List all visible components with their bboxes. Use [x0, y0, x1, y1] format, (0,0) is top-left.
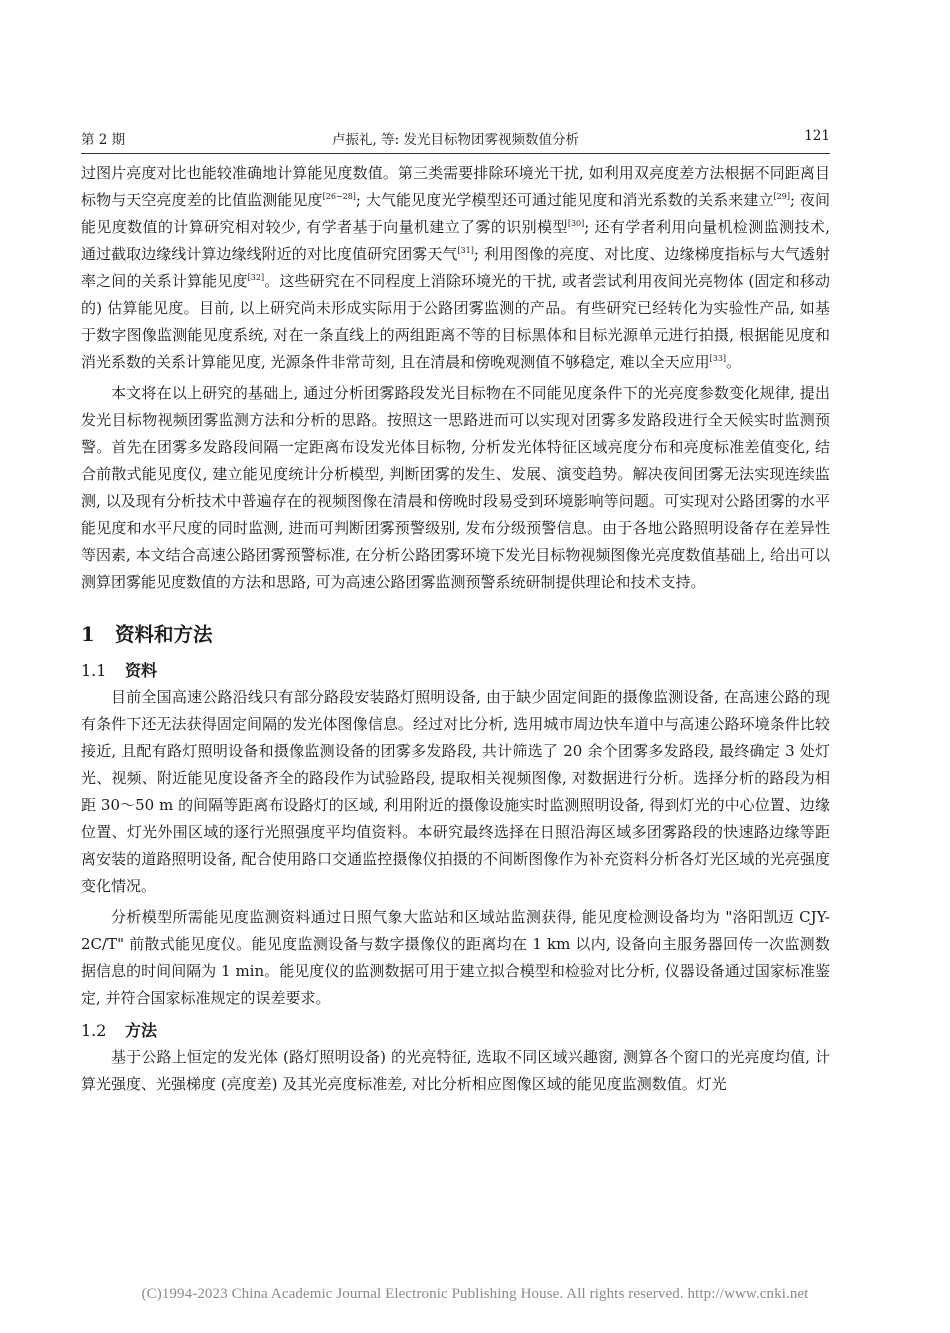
citation: [29] — [773, 192, 790, 201]
intro-paragraph-1: 过图片亮度对比也能较准确地计算能见度数值。第三类需要排除环境光干扰, 如利用双亮度差方法根据不同距离目标物与天空亮度差的比值监测能见度[26−28]; 大气能见度光学模型还可通过能见度和消光系数的关系来建立[29]; 夜间能见度数值的计算研究相对较少, 有学者基于向量机建立了雾的识别模型[30]; 还有学者利用向量机检测监测技术, 通过截取边缘线计算边缘线附近的对比度值研究团雾天气[31]; 利用图像的亮度、对比度、边缘梯度指标与大气透射率之间的关系计算能见度[32]。这些研究在不同程度上消除环境光的干扰, 或者尝试利用夜间光亮物体 (固定和移动的) 估算能见度。目前, 以上研究尚未形成实际用于公路团雾监测的产品。有些研究已经转化为实验性产品, 如基于数字图像监测能见度系统, 对在一条直线上的两组距离不等的目标黑体和目标光源单元进行拍摄, 根据能见度和消光系数的关系计算能见度, 光源条件非常苛刻, 且在清晨和傍晚观测值不够稳定, 难以全天应用[33]。 — [81, 164, 831, 371]
subsection-number: 1.2 — [81, 1021, 107, 1040]
citation: [31] — [457, 246, 474, 255]
subsection-heading — [81, 1018, 830, 1044]
running-header — [81, 128, 830, 152]
subsection-number: 1.1 — [81, 661, 107, 680]
section-title: 资料和方法 — [115, 623, 213, 646]
citation: [26−28] — [322, 192, 356, 201]
subsection-title: 资料 — [125, 661, 158, 680]
citation: [30] — [567, 219, 585, 228]
data-paragraph-2: 分析模型所需能见度监测资料通过日照气象大监站和区域站监测获得, 能见度检测设备均为 "洛阳凯迈 CJY-2C/T" 前散式能见度仪。能见度监测设备与数字摄像仪的距离均在 1 km 以内, 设备向主服务器回传一次监测数据信息的时间间隔为 1 min。能见度仪的监测数据可用于建立拟合模型和检验对比分析, 仪器设备通过国家标准鉴定, 并符合国家标准规定的误差要求。 — [81, 908, 830, 1007]
page-number: 121 — [804, 128, 830, 144]
data-paragraph-1: 目前全国高速公路沿线只有部分路段安装路灯照明设备, 由于缺少固定间距的摄像监测设备, 在高速公路的现有条件下还无法获得固定间隔的发光体图像信息。经过对比分析, 选用城市周边快车道中与高速公路环境条件比较接近, 且配有路灯照明设备和摄像监测设备的团雾多发路段, 共计筛选了 20 余个团雾多发路段, 最终确定 3 处灯光、视频、附近能见度设备齐全的路段作为试验路段, 提取相关视频图像, 对数据进行分析。选择分析的路段为相距 30～50 m 的间隔等距离布设路灯的区域, 利用附近的摄像设施实时监测照明设备, 得到灯光的中心位置、边缘位置、灯光外围区域的逐行光照强度平均值资料。本研究最终选择在日照沿海区域多团雾路段的快速路边缘等距离安装的道路照明设备, 配合使用路口交通监控摄像仪拍摄的不间断图像作为补充资料分析各灯光区域的光亮强度变化情况。 — [81, 688, 830, 895]
citation: [33] — [709, 354, 727, 363]
section-heading — [81, 620, 830, 650]
running-title: 卢振礼, 等: 发光目标物团雾视频数值分析 — [332, 132, 579, 148]
intro-paragraph-2: 本文将在以上研究的基础上, 通过分析团雾路段发光目标物在不同能见度条件下的光亮度参数变化规律, 提出发光目标物视频团雾监测方法和分析的思路。按照这一思路进而可以实现对团雾多发路段进行全天候实时监测预警。首先在团雾多发路段间隔一定距离布设发光体目标物, 分析发光体特征区域亮度分布和亮度标准差值变化, 结合前散式能见度仪, 建立能见度统计分析模型, 判断团雾的发生、发展、演变趋势。解决夜间团雾无法实现连续监测, 以及现有分析技术中普遍存在的视频图像在清晨和傍晚时段易受到环境影响等问题。可实现对公路团雾的水平能见度和水平尺度的同时监测, 进而可判断团雾预警级别, 发布分级预警信息。由于各地公路照明设备存在差异性等因素, 本文结合高速公路团雾预警标准, 在分析公路团雾环境下发光目标物视频图像光亮度数值基础上, 给出可以测算团雾能见度数值的方法和思路, 可为高速公路团雾监测预警系统研制提供理论和技术支持。 — [81, 384, 830, 591]
copyright-footer: (C)1994-2023 China Academic Journal Electronic Publishing House. All rights reserved. http://www.cnki.net — [141, 1286, 809, 1302]
method-paragraph-1: 基于公路上恒定的发光体 (路灯照明设备) 的光亮特征, 选取不同区域兴趣窗, 测算各个窗口的光亮度均值, 计算光强度、光强梯度 (亮度差) 及其光亮度标准差, 对比分析相应图像区域的能见度监测数值。灯光 — [81, 1048, 830, 1093]
subsection-title: 方法 — [125, 1021, 158, 1040]
citation: [32] — [247, 273, 265, 282]
subsection-heading — [81, 658, 830, 684]
section-number: 1 — [81, 623, 95, 646]
header-rule — [81, 153, 830, 154]
issue-number: 第 2 期 — [81, 132, 126, 148]
article-body — [81, 160, 830, 1098]
